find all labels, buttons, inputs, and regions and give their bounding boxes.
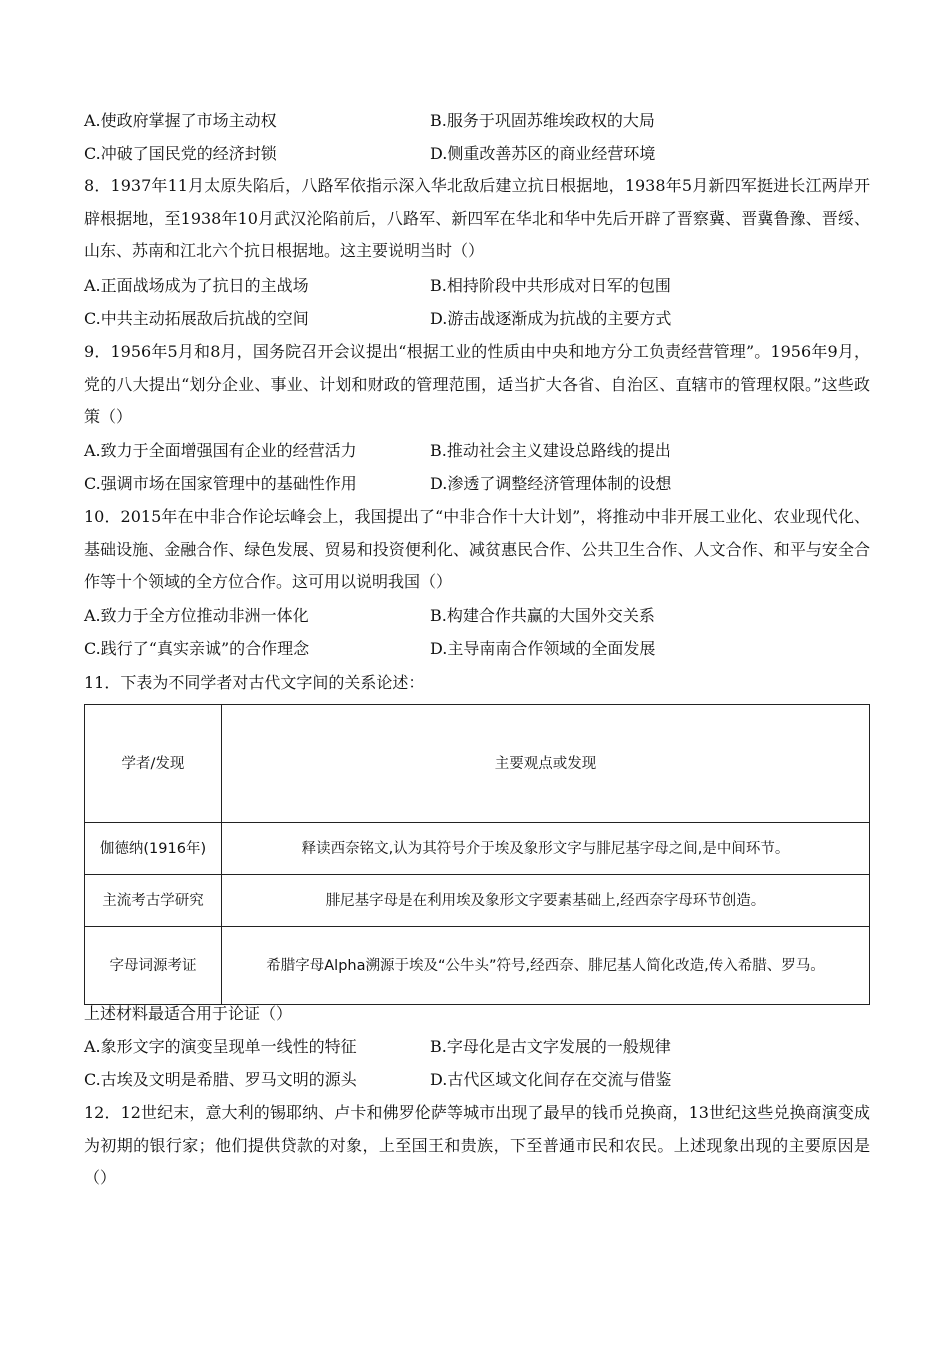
q9-option-d[interactable]: D.渗透了调整经济管理体制的设想 — [430, 474, 672, 493]
table-cell: 伽德纳(1916年) — [85, 823, 222, 875]
q11-option-b[interactable]: B.字母化是古文字发展的一般规律 — [430, 1037, 671, 1056]
table-row — [85, 927, 870, 1005]
q12-stem: 12．12世纪末，意大利的锡耶纳、卢卡和佛罗伦萨等城市出现了最早的钱币兑换商，13世纪这些兑换商演变成为初期的银行家；他们提供贷款的对象，上至国王和贵族，下至普通市民和农民。上述现象出现的主要原因是（） — [84, 1103, 870, 1187]
q10-option-c[interactable]: C.践行了“真实亲诚”的合作理念 — [84, 639, 310, 658]
q9-option-c[interactable]: C.强调市场在国家管理中的基础性作用 — [84, 474, 357, 493]
q7-option-a[interactable]: A.使政府掌握了市场主动权 — [84, 111, 277, 130]
q11-intro: 11．下表为不同学者对古代文字间的关系论述： — [84, 673, 425, 692]
table-header-cell: 学者/发现 — [85, 705, 222, 823]
q8-option-d[interactable]: D.游击战逐渐成为抗战的主要方式 — [430, 309, 672, 328]
q8-option-a[interactable]: A.正面战场成为了抗日的主战场 — [84, 276, 309, 295]
q7-option-c[interactable]: C.冲破了国民党的经济封锁 — [84, 144, 277, 163]
q8-stem: 8．1937年11月太原失陷后，八路军依指示深入华北敌后建立抗日根据地，1938年5月新四军挺进长江两岸开辟根据地，至1938年10月武汉沦陷前后，八路军、新四军在华北和华中先后开辟了晋察冀、晋冀鲁豫、晋绥、山东、苏南和江北六个抗日根据地。这主要说明当时（） — [84, 176, 870, 260]
q9-option-b[interactable]: B.推动社会主义建设总路线的提出 — [430, 441, 671, 460]
q11-table — [84, 704, 870, 1005]
table-header-row — [85, 705, 870, 823]
q7-option-b[interactable]: B.服务于巩固苏维埃政权的大局 — [430, 111, 655, 130]
table-cell: 腓尼基字母是在利用埃及象形文字要素基础上,经西奈字母环节创造。 — [222, 875, 870, 927]
q8-option-c[interactable]: C.中共主动拓展敌后抗战的空间 — [84, 309, 309, 328]
q11-option-a[interactable]: A.象形文字的演变呈现单一线性的特征 — [84, 1037, 357, 1056]
q10-stem: 10．2015年在中非合作论坛峰会上，我国提出了“中非合作十大计划”，将推动中非开展工业化、农业现代化、基础设施、金融合作、绿色发展、贸易和投资便利化、减贫惠民合作、公共卫生合作、人文合作、和平与安全合作等十个领域的全方位合作。这可用以说明我国（） — [84, 507, 870, 591]
q11-option-d[interactable]: D.古代区域文化间存在交流与借鉴 — [430, 1070, 672, 1089]
q9-stem: 9．1956年5月和8月，国务院召开会议提出“根据工业的性质由中央和地方分工负责经营管理”。1956年9月，党的八大提出“划分企业、事业、计划和财政的管理范围，适当扩大各省、自治区、直辖市的管理权限。”这些政策（） — [84, 342, 870, 426]
table-cell: 希腊字母Alpha溯源于埃及“公牛头”符号,经西奈、腓尼基人简化改造,传入希腊、罗马。 — [222, 927, 870, 1005]
q10-option-d[interactable]: D.主导南南合作领域的全面发展 — [430, 639, 656, 658]
table-cell: 释读西奈铭文,认为其符号介于埃及象形文字与腓尼基字母之间,是中间环节。 — [222, 823, 870, 875]
q8-option-b[interactable]: B.相持阶段中共形成对日军的包围 — [430, 276, 671, 295]
table-cell: 主流考古学研究 — [85, 875, 222, 927]
q10-option-a[interactable]: A.致力于全方位推动非洲一体化 — [84, 606, 309, 625]
table-header-cell: 主要观点或发现 — [222, 705, 870, 823]
table-row — [85, 875, 870, 927]
table-cell: 字母词源考证 — [85, 927, 222, 1005]
q7-option-d[interactable]: D.侧重改善苏区的商业经营环境 — [430, 144, 656, 163]
q11-option-c[interactable]: C.古埃及文明是希腊、罗马文明的源头 — [84, 1070, 357, 1089]
table-row — [85, 823, 870, 875]
q10-option-b[interactable]: B.构建合作共赢的大国外交关系 — [430, 606, 655, 625]
q11-question: 上述材料最适合用于论证（） — [84, 1004, 293, 1023]
q9-option-a[interactable]: A.致力于全面增强国有企业的经营活力 — [84, 441, 357, 460]
